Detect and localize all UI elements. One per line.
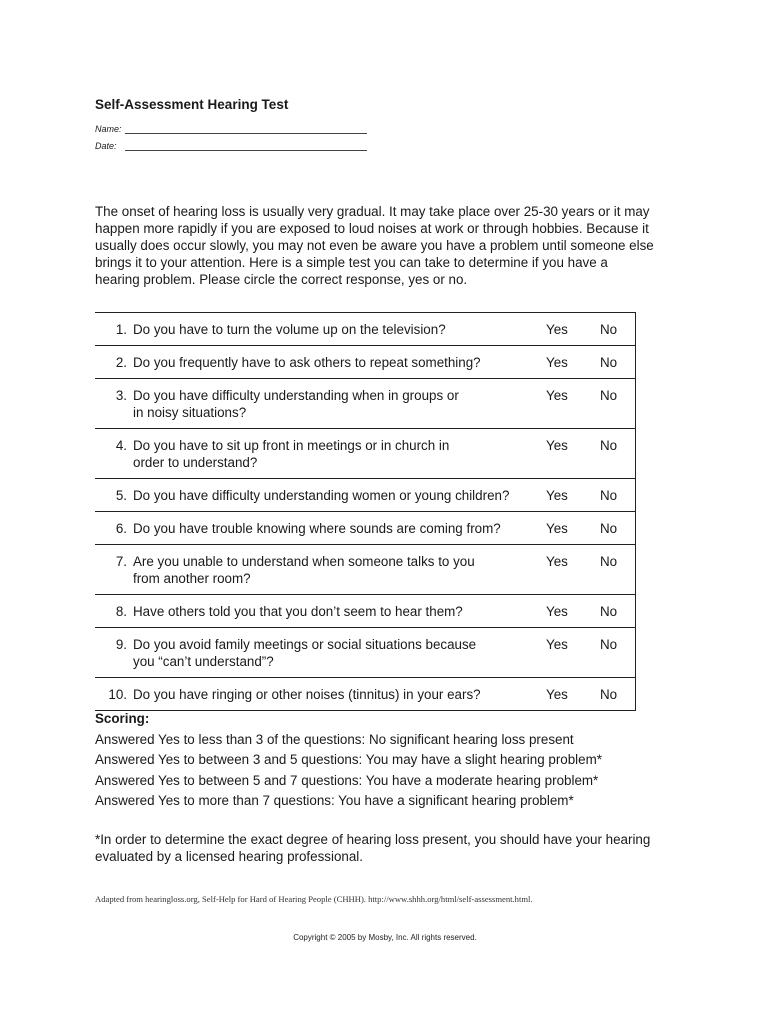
- yes-option[interactable]: Yes: [546, 355, 568, 370]
- yes-option[interactable]: Yes: [546, 322, 568, 337]
- question-text: Do you frequently have to ask others to repeat something?: [133, 355, 481, 370]
- no-option[interactable]: No: [600, 637, 618, 652]
- table-row: [95, 379, 635, 429]
- question-text: Are you unable to understand when someone talks to you from another room?: [133, 554, 475, 586]
- source-citation: Adapted from hearingloss.org, Self-Help for Hard of Hearing People (CHHH). http://www.shhh.org/html/self-assessment.html.: [95, 894, 533, 904]
- date-line[interactable]: [125, 141, 367, 151]
- scoring-line: Answered Yes to less than 3 of the questions: No significant hearing loss present: [95, 731, 574, 747]
- no-option[interactable]: No: [600, 438, 618, 453]
- question-number: 1.: [115, 322, 127, 337]
- name-field: [95, 124, 367, 134]
- date-label: Date:: [95, 141, 117, 151]
- question-number: 9.: [115, 637, 127, 652]
- page-title: Self-Assessment Hearing Test: [95, 97, 289, 112]
- no-option[interactable]: No: [600, 488, 618, 503]
- scoring-line: Answered Yes to between 5 and 7 questions: You have a moderate hearing problem*: [95, 772, 599, 788]
- table-row: [95, 479, 635, 512]
- question-text: Do you avoid family meetings or social situations because you “can’t understand”?: [133, 637, 477, 669]
- no-option[interactable]: No: [600, 687, 618, 702]
- name-label: Name:: [95, 124, 122, 134]
- yes-option[interactable]: Yes: [546, 554, 568, 569]
- yes-option[interactable]: Yes: [546, 687, 568, 702]
- question-text: Do you have trouble knowing where sounds are coming from?: [133, 521, 501, 536]
- no-option[interactable]: No: [600, 521, 618, 536]
- question-text: Do you have difficulty understanding women or young children?: [133, 488, 510, 503]
- yes-option[interactable]: Yes: [546, 388, 568, 403]
- yes-option[interactable]: Yes: [546, 604, 568, 619]
- question-number: 3.: [115, 388, 127, 403]
- table-row: [95, 628, 635, 678]
- name-line[interactable]: [125, 124, 367, 134]
- question-number: 7.: [115, 554, 127, 569]
- yes-option[interactable]: Yes: [546, 488, 568, 503]
- table-row: [95, 595, 635, 628]
- table-row: [95, 545, 635, 595]
- table-row: [95, 346, 635, 379]
- question-text: Do you have to sit up front in meetings or in church in order to understand?: [133, 438, 450, 470]
- scoring-line: Answered Yes to more than 7 questions: You have a significant hearing problem*: [95, 793, 574, 808]
- question-number: 2.: [115, 355, 127, 370]
- question-number: 5.: [115, 488, 127, 503]
- question-text: Do you have ringing or other noises (tinnitus) in your ears?: [133, 687, 481, 702]
- scoring-section: [95, 709, 602, 812]
- question-text: Do you have to turn the volume up on the television?: [133, 322, 446, 337]
- question-table: [95, 312, 636, 711]
- question-number: 6.: [115, 521, 127, 536]
- table-row: [95, 313, 635, 346]
- footnote: *In order to determine the exact degree of hearing loss present, you should have your hearing evaluated by a licensed hearing professional.: [95, 832, 651, 864]
- no-option[interactable]: No: [600, 604, 618, 619]
- question-number: 8.: [115, 604, 127, 619]
- table-row: [95, 512, 635, 545]
- question-number: 10.: [108, 687, 127, 702]
- yes-option[interactable]: Yes: [546, 637, 568, 652]
- no-option[interactable]: No: [600, 554, 618, 569]
- scoring-line: Answered Yes to between 3 and 5 questions: You may have a slight hearing problem*: [95, 752, 602, 767]
- table-row: [95, 429, 635, 479]
- no-option[interactable]: No: [600, 388, 618, 403]
- yes-option[interactable]: Yes: [546, 521, 568, 536]
- question-number: 4.: [115, 438, 127, 453]
- yes-option[interactable]: Yes: [546, 438, 568, 453]
- intro-paragraph: The onset of hearing loss is usually very gradual. It may take place over 25-30 years or it may happen more rapidly if you are exposed to loud noises at work or through hobbies. Because it usually does occur slowly, you may not even be aware you have a problem until someone else brings it to your attention. Here is a simple test you can take to determine if you have a hearing problem. Please circle the correct response, yes or no.: [95, 204, 654, 287]
- question-text: Do you have difficulty understanding when in groups or in noisy situations?: [133, 388, 459, 420]
- no-option[interactable]: No: [600, 322, 618, 337]
- question-text: Have others told you that you don’t seem to hear them?: [133, 604, 463, 619]
- copyright-notice: Copyright © 2005 by Mosby, Inc. All rights reserved.: [293, 933, 477, 942]
- scoring-heading: Scoring:: [95, 711, 150, 726]
- no-option[interactable]: No: [600, 355, 618, 370]
- date-field: [95, 141, 367, 151]
- table-row: [95, 678, 635, 711]
